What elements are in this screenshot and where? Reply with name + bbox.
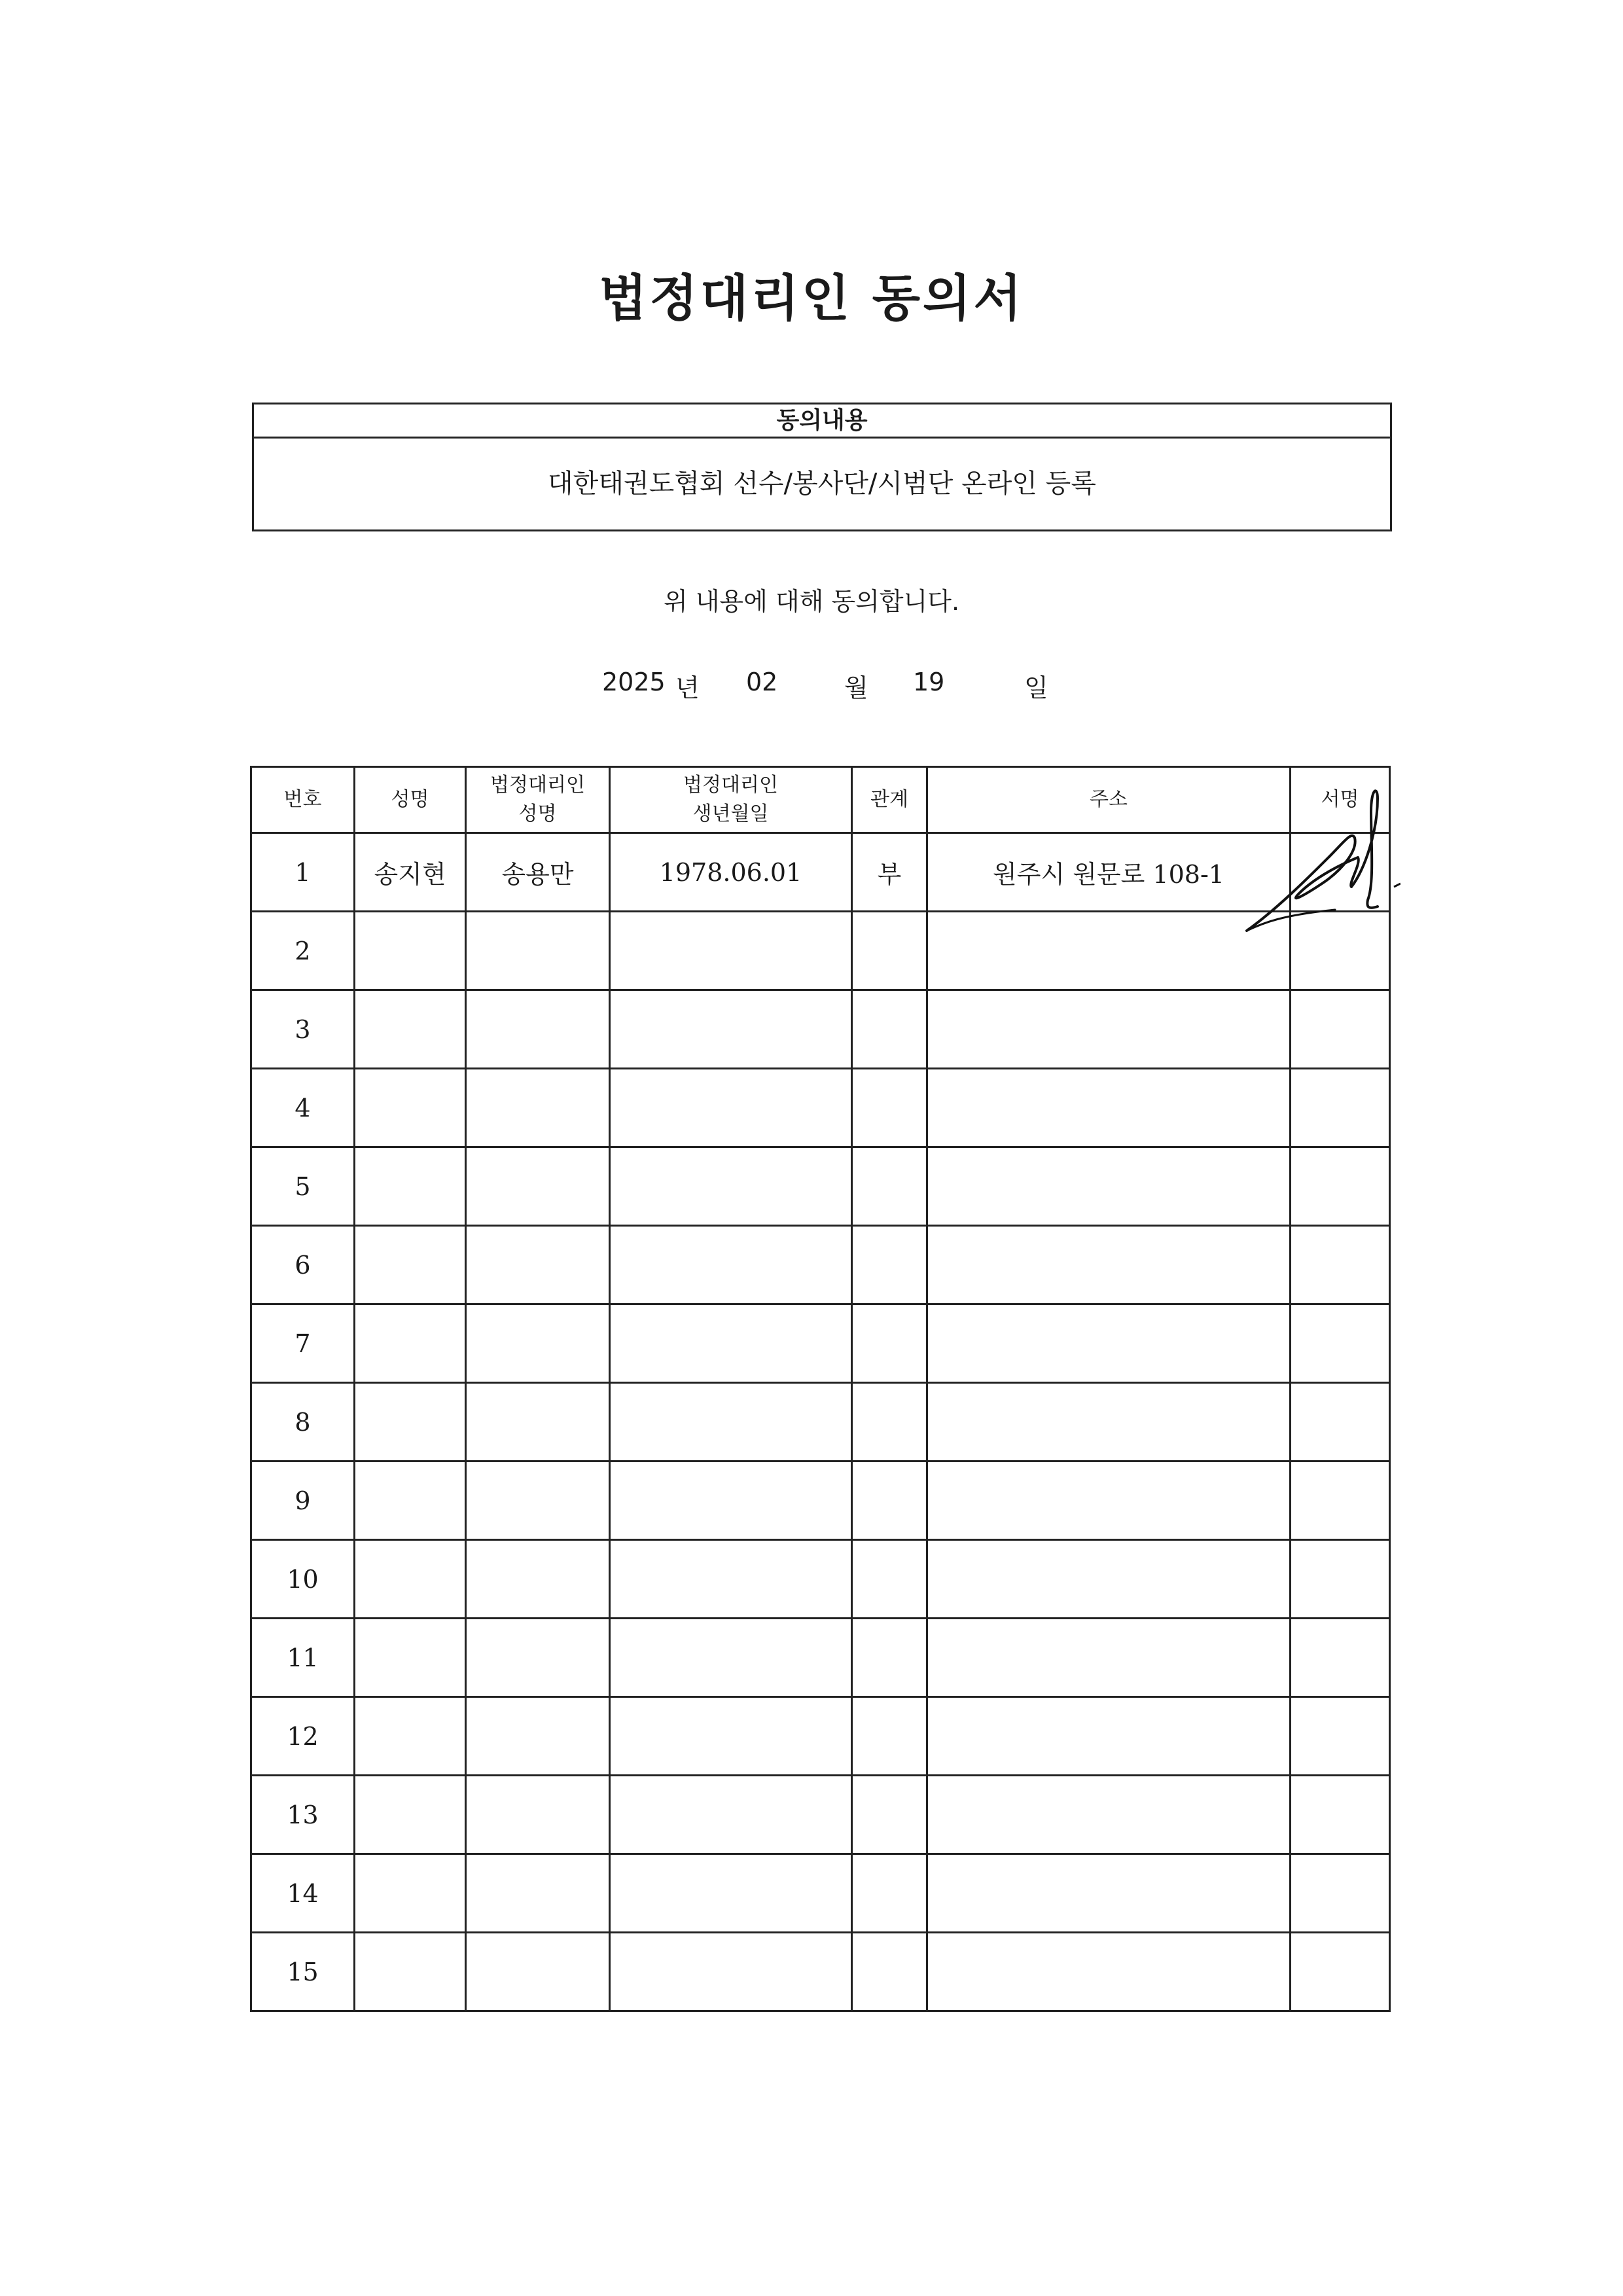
signature-cell xyxy=(1291,990,1390,1069)
row-number-cell: 9 xyxy=(251,1462,355,1540)
relation-cell xyxy=(852,1226,927,1304)
name-cell xyxy=(355,1383,466,1462)
guardian-birth-cell xyxy=(610,1147,852,1226)
header-guardian-birth-line2: 생년월일 xyxy=(692,802,769,825)
date-month-unit: 월 xyxy=(844,673,868,702)
name-cell xyxy=(355,1069,466,1147)
name-cell xyxy=(355,1226,466,1304)
name-cell xyxy=(355,1697,466,1776)
guardian-name-cell xyxy=(466,1854,610,1933)
guardian-birth-cell xyxy=(610,1069,852,1147)
header-guardian-name xyxy=(466,767,610,833)
relation-cell xyxy=(852,1697,927,1776)
guardian-birth-cell xyxy=(610,1619,852,1697)
name-cell xyxy=(355,990,466,1069)
relation-cell xyxy=(852,1147,927,1226)
date-year-unit: 년 xyxy=(675,673,700,702)
table-row xyxy=(251,1776,1390,1854)
signature-cell xyxy=(1291,1540,1390,1619)
table-row xyxy=(251,1383,1390,1462)
name-cell xyxy=(355,1540,466,1619)
header-name: 성명 xyxy=(355,767,466,833)
header-relation: 관계 xyxy=(852,767,927,833)
table-row xyxy=(251,1933,1390,2011)
signature-cell xyxy=(1291,1226,1390,1304)
row-number-cell: 3 xyxy=(251,990,355,1069)
address-cell xyxy=(927,1933,1291,2011)
guardian-birth-cell xyxy=(610,1854,852,1933)
table-row xyxy=(251,1304,1390,1383)
name-cell xyxy=(355,1933,466,2011)
consent-box xyxy=(252,403,1392,531)
table-row xyxy=(251,833,1390,912)
address-cell xyxy=(927,1540,1291,1619)
relation-cell xyxy=(852,1383,927,1462)
relation-cell xyxy=(852,1776,927,1854)
guardian-name-cell xyxy=(466,1383,610,1462)
guardian-name-cell xyxy=(466,1147,610,1226)
guardian-name-cell xyxy=(466,1933,610,2011)
guardian-name-cell xyxy=(466,1697,610,1776)
guardian-name-cell xyxy=(466,1540,610,1619)
guardian-name-cell xyxy=(466,1619,610,1697)
address-cell xyxy=(927,1854,1291,1933)
name-cell xyxy=(355,1776,466,1854)
signature-cell xyxy=(1291,1462,1390,1540)
guardian-name-cell xyxy=(466,1462,610,1540)
table-row xyxy=(251,1462,1390,1540)
signature-cell xyxy=(1291,1619,1390,1697)
agreement-statement: 위 내용에 대해 동의합니다. xyxy=(663,587,960,616)
address-cell xyxy=(927,1697,1291,1776)
name-cell xyxy=(355,1462,466,1540)
table-row xyxy=(251,1619,1390,1697)
address-cell xyxy=(927,1462,1291,1540)
address-cell xyxy=(927,1619,1291,1697)
address-cell xyxy=(927,1226,1291,1304)
table-row xyxy=(251,1226,1390,1304)
address-cell xyxy=(927,1069,1291,1147)
row-number-cell: 13 xyxy=(251,1776,355,1854)
table-row xyxy=(251,1854,1390,1933)
address-cell xyxy=(927,912,1291,990)
consent-header: 동의내용 xyxy=(254,404,1390,439)
signature-cell xyxy=(1291,1069,1390,1147)
date-day-unit: 일 xyxy=(1024,673,1048,702)
header-address: 주소 xyxy=(927,767,1291,833)
name-cell xyxy=(355,1304,466,1383)
header-guardian-name-line1: 법정대리인 xyxy=(490,774,585,797)
table-row xyxy=(251,1540,1390,1619)
row-number-cell: 7 xyxy=(251,1304,355,1383)
row-number-cell: 2 xyxy=(251,912,355,990)
relation-cell xyxy=(852,1540,927,1619)
guardian-birth-cell xyxy=(610,1776,852,1854)
row-number-cell: 8 xyxy=(251,1383,355,1462)
name-cell xyxy=(355,1147,466,1226)
relation-cell xyxy=(852,912,927,990)
address-cell xyxy=(927,1304,1291,1383)
row-number-cell: 4 xyxy=(251,1069,355,1147)
row-number-cell: 15 xyxy=(251,1933,355,2011)
header-guardian-birth-line1: 법정대리인 xyxy=(683,774,778,797)
relation-cell xyxy=(852,1462,927,1540)
signature-cell xyxy=(1291,1383,1390,1462)
table-row xyxy=(251,912,1390,990)
relation-cell xyxy=(852,1619,927,1697)
header-guardian-name-line2: 성명 xyxy=(518,802,557,825)
guardian-name-cell xyxy=(466,1304,610,1383)
relation-cell: 부 xyxy=(852,833,927,912)
table-row xyxy=(251,1697,1390,1776)
guardian-table xyxy=(250,766,1391,2012)
address-cell xyxy=(927,1383,1291,1462)
relation-cell xyxy=(852,1854,927,1933)
relation-cell xyxy=(852,1304,927,1383)
signature-cell xyxy=(1291,1933,1390,2011)
signature-cell xyxy=(1291,1147,1390,1226)
header-guardian-birth xyxy=(610,767,852,833)
guardian-birth-cell xyxy=(610,990,852,1069)
guardian-birth-cell: 1978.06.01 xyxy=(610,833,852,912)
signature-cell xyxy=(1291,1854,1390,1933)
date-year: 2025 xyxy=(602,668,666,696)
guardian-birth-cell xyxy=(610,1933,852,2011)
guardian-birth-cell xyxy=(610,1462,852,1540)
guardian-birth-cell xyxy=(610,912,852,990)
consent-content: 대한태권도협회 선수/봉사단/시범단 온라인 등록 xyxy=(548,469,1096,499)
handwritten-signature xyxy=(1237,759,1400,942)
guardian-name-cell xyxy=(466,1069,610,1147)
table-row xyxy=(251,1147,1390,1226)
guardian-name-cell xyxy=(466,1226,610,1304)
table-row xyxy=(251,990,1390,1069)
guardian-birth-cell xyxy=(610,1697,852,1776)
header-no: 번호 xyxy=(251,767,355,833)
relation-cell xyxy=(852,1933,927,2011)
name-cell xyxy=(355,1619,466,1697)
signature-cell xyxy=(1291,1304,1390,1383)
row-number-cell: 6 xyxy=(251,1226,355,1304)
row-number-cell: 10 xyxy=(251,1540,355,1619)
signature-cell xyxy=(1291,1776,1390,1854)
relation-cell xyxy=(852,990,927,1069)
name-cell xyxy=(355,912,466,990)
row-number-cell: 1 xyxy=(251,833,355,912)
table-header-row xyxy=(251,767,1390,833)
guardian-name-cell: 송용만 xyxy=(466,833,610,912)
guardian-name-cell xyxy=(466,990,610,1069)
signature-cell xyxy=(1291,1697,1390,1776)
guardian-name-cell xyxy=(466,912,610,990)
date-month: 02 xyxy=(746,668,778,696)
guardian-birth-cell xyxy=(610,1226,852,1304)
header-signature: 서명 xyxy=(1291,767,1390,833)
address-cell xyxy=(927,990,1291,1069)
relation-cell xyxy=(852,1069,927,1147)
guardian-birth-cell xyxy=(610,1540,852,1619)
row-number-cell: 12 xyxy=(251,1697,355,1776)
row-number-cell: 5 xyxy=(251,1147,355,1226)
guardian-name-cell xyxy=(466,1776,610,1854)
table-row xyxy=(251,1069,1390,1147)
name-cell: 송지현 xyxy=(355,833,466,912)
document-title: 법정대리인 동의서 xyxy=(599,269,1024,327)
address-cell: 원주시 원문로 108-1 xyxy=(927,833,1291,912)
row-number-cell: 11 xyxy=(251,1619,355,1697)
address-cell xyxy=(927,1776,1291,1854)
name-cell xyxy=(355,1854,466,1933)
guardian-birth-cell xyxy=(610,1383,852,1462)
date-line xyxy=(0,668,1623,704)
date-day: 19 xyxy=(913,668,945,696)
row-number-cell: 14 xyxy=(251,1854,355,1933)
address-cell xyxy=(927,1147,1291,1226)
guardian-birth-cell xyxy=(610,1304,852,1383)
